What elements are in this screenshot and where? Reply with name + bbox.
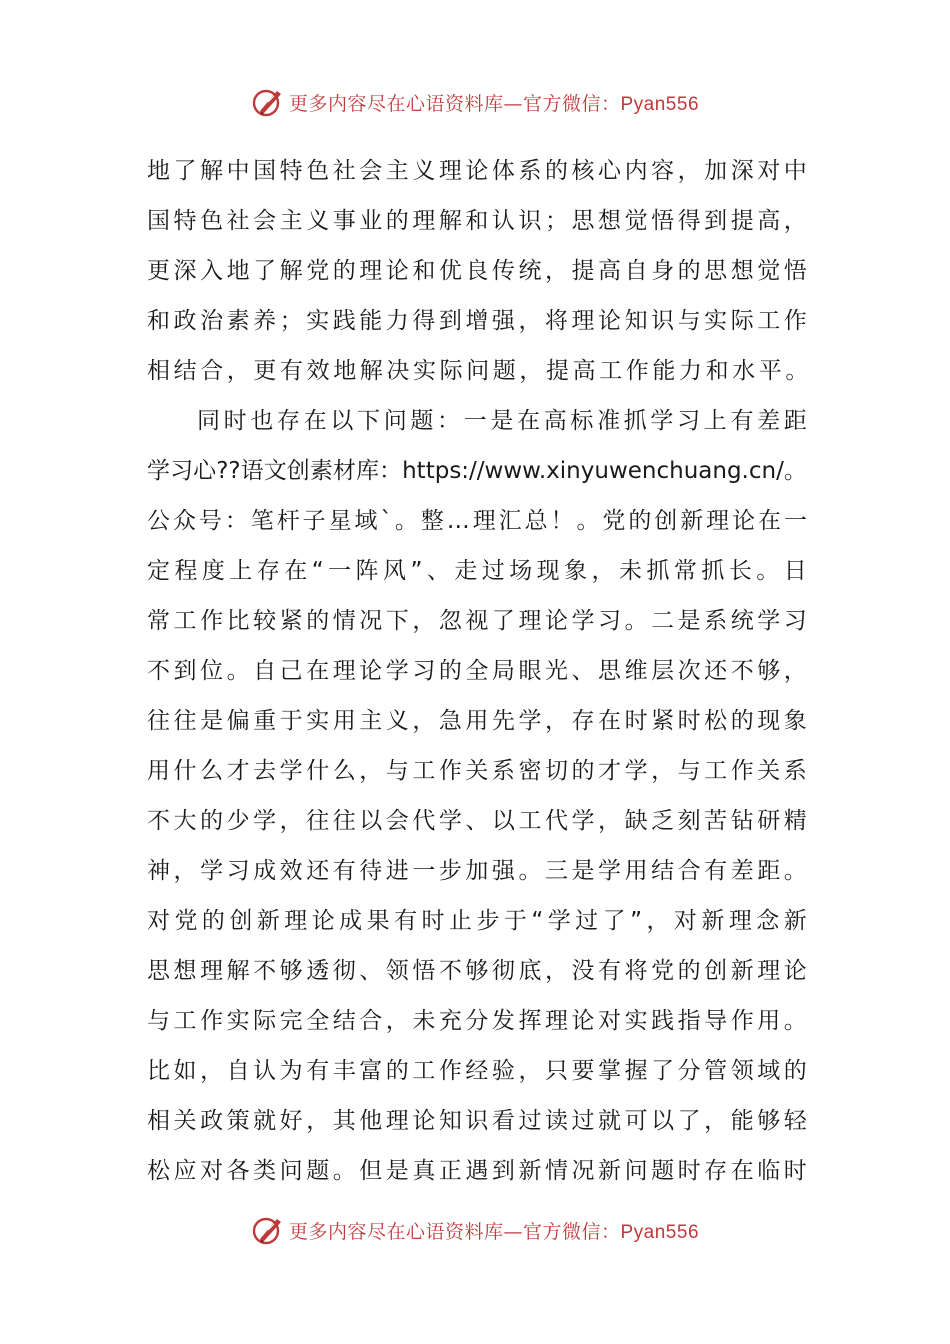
- text-line: 和 政 治 素 养 ； 实 践 能 力 得 到 增 强 ， 将 理 论 知 识 与 实 际 工 作: [147, 308, 807, 334]
- footer-wechat-id: Pyan556: [620, 1221, 700, 1243]
- text-line: 往 往 是 偏 重 于 实 用 主 义 ， 急 用 先 学 ， 存 在 时 紧 时 松 的 现 象: [147, 708, 807, 734]
- footer-banner: [0, 1210, 950, 1250]
- text-line: 相 关 政 策 就 好 ， 其 他 理 论 知 识 看 过 读 过 就 可 以 了 ， 能 够 轻: [147, 1108, 807, 1134]
- header-banner: [0, 82, 950, 122]
- text-line: 常 工 作 比 较 紧 的 情 况 下 ， 忽 视 了 理 论 学 习 。 二 是 系 统 学 习: [147, 608, 807, 634]
- quill-pen-icon: [251, 1213, 285, 1247]
- text-line: 不 大 的 少 学 ， 往 往 以 会 代 学 、 以 工 代 学 ， 缺 乏 刻 苦 钻 研 精: [147, 808, 807, 834]
- text-line: 同 时 也 存 在 以 下 问 题 ： 一 是 在 高 标 准 抓 学 习 上 有 差 距: [197, 408, 807, 434]
- text-line: 神 ， 学 习 成 效 还 有 待 进 一 步 加 强 。 三 是 学 用 结 合 有 差 距 。: [147, 858, 807, 884]
- text-line: 对 党 的 创 新 理 论 成 果 有 时 止 步 于 “ 学 过 了 ” ， 对 新 理 念 新: [147, 908, 807, 934]
- text-line: 定 程 度 上 存 在 “ 一 阵 风 ” 、 走 过 场 现 象 ， 未 抓 常 抓 长 。 日: [147, 558, 807, 584]
- text-line: 松 应 对 各 类 问 题 。 但 是 真 正 遇 到 新 情 况 新 问 题 时 存 在 临 时: [147, 1158, 807, 1184]
- text-line: 学 习 心 ?? 语 文 创 素 材 库 ： https://www.xinyuwenchuang.cn/ 。: [147, 458, 807, 484]
- text-line: 公 众 号 ： 笔 杆 子 星 域 ` 。 整 … 理 汇 总 ！ 。 党 的 创 新 理 论 在 一: [147, 508, 807, 534]
- text-line: 地 了 解 中 国 特 色 社 会 主 义 理 论 体 系 的 核 心 内 容 ， 加 深 对 中: [147, 158, 807, 184]
- document-body: [147, 146, 812, 1196]
- text-line: 比 如 ， 自 认 为 有 丰 富 的 工 作 经 验 ， 只 要 掌 握 了 分 管 领 域 的: [147, 1058, 807, 1084]
- text-line: 与 工 作 实 际 完 全 结 合 ， 未 充 分 发 挥 理 论 对 实 践 指 导 作 用 。: [147, 1008, 807, 1034]
- quill-pen-icon: [251, 85, 285, 119]
- text-line: 更 深 入 地 了 解 党 的 理 论 和 优 良 传 统 ， 提 高 自 身 的 思 想 觉 悟: [147, 258, 807, 284]
- text-line: 相结合，更有效地解决实际问题，提高工作能力和水平。: [147, 358, 812, 384]
- text-line: 国 特 色 社 会 主 义 事 业 的 理 解 和 认 识 ； 思 想 觉 悟 得 到 提 高 ，: [147, 208, 807, 234]
- header-wechat-id: Pyan556: [620, 93, 700, 115]
- footer-banner-text: 更多内容尽在心语资料库—官方微信：Pyan556: [288, 1220, 700, 1243]
- header-banner-text: 更多内容尽在心语资料库—官方微信：Pyan556: [288, 92, 700, 115]
- text-line: 思 想 理 解 不 够 透 彻 、 领 悟 不 够 彻 底 ， 没 有 将 党 的 创 新 理 论: [147, 958, 807, 984]
- text-line: 不 到 位 。 自 己 在 理 论 学 习 的 全 局 眼 光 、 思 维 层 次 还 不 够 ，: [147, 658, 807, 684]
- text-line: 用 什 么 才 去 学 什 么 ， 与 工 作 关 系 密 切 的 才 学 ， 与 工 作 关 系: [147, 758, 807, 784]
